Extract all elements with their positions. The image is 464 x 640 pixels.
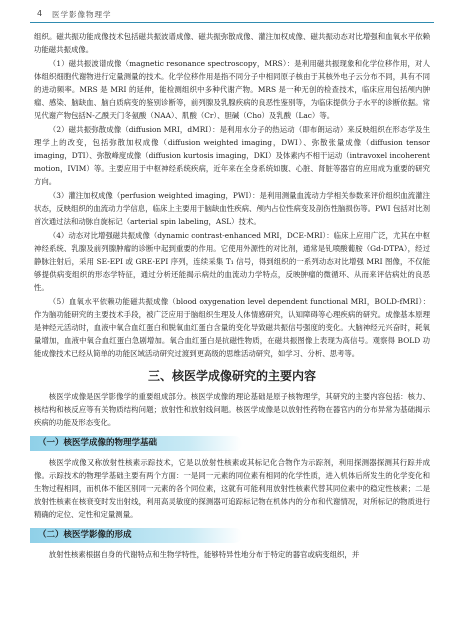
paragraph-bold-fmri: （5）血氧水平依赖功能磁共振成像（blood oxygenation level dependent functional MRI，BOLD-fMRI）：作为脑功能研究的主要技术手段，被广泛应用于脑组织生理及人体情感研究，认知障碍等心理疾病的研究。成像基本原理是神经元活动时，血液中氧合血红蛋白和脱氧血红蛋白含量的变化导致磁共振信号强度的变化。大脑神经元兴奋时，耗氧量增加，血液中氧合血红蛋白急剧增加。氧合血红蛋白是抗磁性物质，在磁共振图像上表现为高信号。观察得 BOLD 功能成像技术已经从简单的功能区域活动研究过渡到更高级的思维活动研究，如学习、分析、思考等。	[34, 297, 430, 358]
paragraph-dce-mri: （4）动态对比增强磁共振成像（dynamic contrast-enhanced MRI，DCE-MRI）：临床上应用广泛，尤其在中枢神经系统、乳腺及前列腺肿瘤的诊断中起到重要的作用。它使用外源性的对比剂，通常是钆喷酸葡胺（Gd-DTPA），经过静脉注射后，采用 SE-EPI 或 GRE-EPI 序列，连续采集 T₁ 信号，得到组织的一系列动态对比增强 MRI 图像，不仅能够提供病变组织的形态学特征，通过分析还能揭示病灶的血流动力学特点，反映肿瘤的微循环、从而来评估病灶的良恶性。	[34, 231, 430, 292]
paragraph-continued: 组织。磁共振功能成像技术包括磁共振波谱成像、磁共振弥散成像、灌注加权成像、磁共振动态对比增强和血氧水平依赖功能磁共振成像。	[34, 32, 430, 54]
paragraph-formation: 放射性核素根据自身的代谢特点和生物学特性，能够特异性地分布于特定的器官或病变组织，并	[48, 550, 360, 559]
page-number: 4	[37, 9, 43, 18]
page-content	[34, 30, 430, 562]
subsection-heading-formation: （二）核医学影像的形成	[30, 528, 242, 543]
section-heading: 三、核医学成像研究的主要内容	[147, 369, 316, 383]
paragraph-physics: 核医学成像又称放射性核素示踪技术，它是以放射性核素或其标记化合物作为示踪剂，利用探测器探测其行踪并成像。示踪技术的物理学基础主要有两个方面：一是同一元素的同位素有相同的化学性质，进入机体后所发生的化学变化和生物过程相同，而机体不能区别同一元素的各个同位素，这就有可能利用放射性核素代替其同位素中的稳定性核素；二是放射性核素在核衰变时发出射线，利用高灵敏度的探测器可追踪标记物在机体内的分布和代谢情况，对所标记的物质进行精确的定位、定性和定量测量。	[34, 458, 430, 519]
paragraph-mrs: （1）磁共振波谱成像（magnetic resonance spectroscopy，MRS）：是利用磁共振现象和化学位移作用，对人体组织细胞代谢物进行定量测量的技术。化学位移作用是指不同分子中相同原子核由于其核外电子云分布不同，具有不同的进动频率。MRS 是 MRI 的延伸，能检测组织中多种代谢产物。MRS 是一种无创的检查技术，临床应用包括颅内肿瘤、感染、脑缺血、脑白质病变的鉴别诊断等，前列腺及乳腺疾病的良恶性鉴别等，为临床提供分子水平的诊断依据。常见代谢产物包括N-乙酰天门冬氨酸（NAA）、肌酸（Cr）、胆碱（Cho）及乳酸（Lac）等。	[34, 59, 430, 120]
paragraph-section-intro: 核医学成像是医学影像学的重要组成部分。核医学成像的理论基础是原子核物理学，其研究的主要内容包括：核力、核结构和核反应等有关物质结构问题；放射性和放射线问题。核医学成像是以放射性药物在器官内的分布异常为基础揭示疾病的功能及形态变化。	[34, 392, 430, 427]
paragraph-pwi: （3）灌注加权成像（perfusion weighted imaging，PWI）：是利用测量血流动力学相关参数来评价组织血流灌注状态，反映组织的血流动力学信息，临床上主要用于脑缺血性疾病、颅内占位性病变及剖伤性脑损伤等。PWI 包括对比剂首次通过法和动脉自旋标记（arterial spin labeling，ASL）技术。	[34, 191, 430, 226]
paragraph-dmri: （2）磁共振弥散成像（diffusion MRI，dMRI）：是利用水分子的热运动（即布朗运动）来反映组织在形态学及生理学上的改变，包括弥散加权成像（diffusion weighted imaging，DWI）、弥散张量成像（diffusion tensor imaging，DTI）、弥散峰度成像（diffusion kurtosis imaging，DKI）及体素内不相干运动（intravoxel incoherent motion，IVIM）等。主要应用于中枢神经系统疾病，近年来在全身系统如腹、心脏、肾脏等器官的应用成为重要的研究方向。	[34, 125, 430, 186]
running-title: 医学影像物理学	[52, 10, 112, 19]
header-rule	[30, 22, 434, 23]
subsection-heading-physics: （一）核医学成像的物理学基础	[30, 436, 242, 451]
running-header	[0, 0, 464, 26]
